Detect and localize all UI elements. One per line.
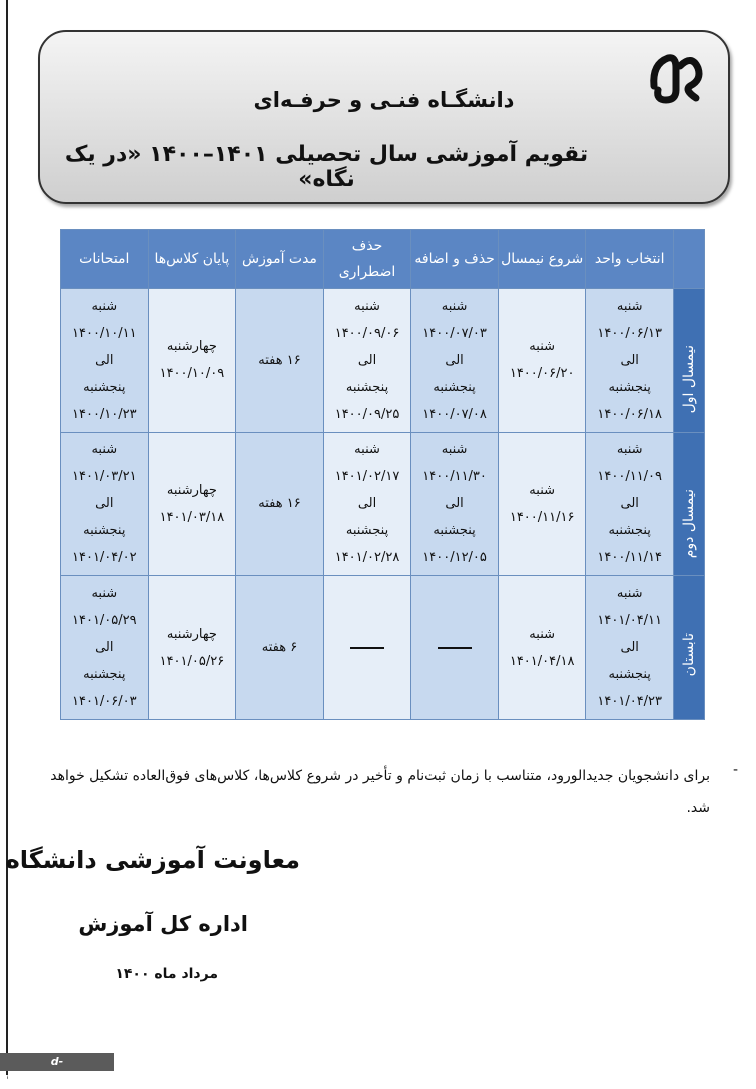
cell-line: شنبه xyxy=(529,339,556,355)
cell-line: الی xyxy=(95,640,114,656)
academic-calendar-table xyxy=(60,229,705,720)
cell-line: ۱۴۰۱/۰۴/۲۳ xyxy=(597,694,663,710)
table-cell xyxy=(148,576,236,720)
cell-line: ۱۴۰۰/۰۹/۰۶ xyxy=(334,325,400,341)
cell-line: شنبه xyxy=(616,298,643,314)
cell-line: ۱۴۰۰/۱۱/۱۴ xyxy=(597,550,663,566)
cell-line: ۱۴۰۱/۰۵/۲۶ xyxy=(159,653,225,669)
cell-line: ۱۴۰۱/۰۴/۱۸ xyxy=(509,653,575,669)
cell-line: شنبه xyxy=(91,442,118,458)
table-cell xyxy=(411,576,499,720)
semester-label xyxy=(674,576,705,720)
table-cell xyxy=(586,432,674,576)
table-cell xyxy=(236,289,324,433)
not-applicable-dash xyxy=(438,647,472,649)
cell-line: چهارشنبه xyxy=(166,626,217,642)
cell-line: ۶ هفته xyxy=(261,640,298,656)
cell-line: پنجشنبه xyxy=(608,379,651,395)
cell-line: پنجشنبه xyxy=(345,379,389,395)
site-watermark: d-khansar.nus.ac.ir xyxy=(0,1053,114,1071)
cell-line: شنبه xyxy=(616,442,643,458)
cell-line: ۱۴۰۰/۱۱/۰۹ xyxy=(597,469,663,485)
column-header: انتخاب واحد xyxy=(586,230,674,289)
cell-line: پنجشنبه xyxy=(433,523,476,539)
cell-line: شنبه xyxy=(529,626,556,642)
table-cell xyxy=(61,432,149,576)
cell-line: ۱۴۰۰/۰۶/۱۸ xyxy=(597,406,663,422)
cell-line: ۱۴۰۰/۱۰/۲۳ xyxy=(72,406,137,422)
university-title: دانشگـاه فنـی و حرفـه‌ای xyxy=(253,88,515,112)
cell-line: ۱۴۰۱/۰۳/۱۸ xyxy=(159,509,225,525)
table-cell xyxy=(61,576,149,720)
header-box xyxy=(38,30,730,204)
table-cell xyxy=(498,576,586,720)
cell-line: ۱۴۰۰/۰۶/۱۳ xyxy=(597,325,663,341)
page-border-line xyxy=(6,0,8,1080)
cell-line: پنجشنبه xyxy=(345,523,389,539)
cell-line: ۱۴۰۱/۰۶/۰۳ xyxy=(72,694,137,710)
cell-line: ۱۴۰۱/۰۴/۱۱ xyxy=(597,613,663,629)
cell-line: شنبه xyxy=(616,586,643,602)
cell-line: ۱۴۰۰/۱۱/۱۶ xyxy=(509,509,575,525)
column-header: پایان کلاس‌ها xyxy=(148,230,236,289)
cell-line: شنبه xyxy=(441,298,468,314)
table-header-row xyxy=(61,230,705,289)
cell-line: ۱۴۰۰/۱۲/۰۵ xyxy=(422,550,487,566)
cell-line: چهارشنبه xyxy=(166,339,217,355)
table-cell xyxy=(323,576,411,720)
office-signature: اداره کل آموزش xyxy=(78,912,248,936)
cell-line: پنجشنبه xyxy=(83,523,126,539)
calendar-subtitle: تقویم آموزشی سال تحصیلی ۱۴۰۱–۱۴۰۰ «در یک نگاه» xyxy=(64,142,589,192)
semester-label-text: نیمسال اول xyxy=(681,345,697,414)
table-cell xyxy=(586,289,674,433)
cell-line: ۱۴۰۱/۰۳/۲۱ xyxy=(72,469,137,485)
table-cell xyxy=(411,289,499,433)
cell-line: چهارشنبه xyxy=(166,482,217,498)
cell-line: الی xyxy=(620,352,639,368)
cell-line: الی xyxy=(357,352,377,368)
cell-line: ۱۴۰۰/۰۷/۰۳ xyxy=(422,325,487,341)
cell-line: ۱۴۰۰/۱۱/۳۰ xyxy=(422,469,487,485)
cell-line: ۱۴۰۱/۰۵/۲۹ xyxy=(72,613,137,629)
table-cell xyxy=(148,432,236,576)
cell-line: ۱۶ هفته xyxy=(258,496,301,512)
table-cell xyxy=(323,432,411,576)
deputy-signature: معاونت آموزشی دانشگاه xyxy=(5,846,300,874)
table-row xyxy=(61,576,705,720)
cell-line: الی xyxy=(445,352,464,368)
table-cell xyxy=(498,289,586,433)
table-cell xyxy=(586,576,674,720)
column-header: حذف اضطراری xyxy=(323,230,411,289)
table-cell xyxy=(498,432,586,576)
semester-label-text: نیمسال دوم xyxy=(681,488,697,559)
cell-line: پنجشنبه xyxy=(608,667,651,683)
cell-line: ۱۴۰۰/۰۷/۰۸ xyxy=(422,406,487,422)
cell-line: الی xyxy=(95,352,114,368)
cell-line: شنبه xyxy=(529,482,556,498)
cell-line: ۱۴۰۱/۰۲/۱۷ xyxy=(334,469,400,485)
table-cell xyxy=(148,289,236,433)
cell-line: پنجشنبه xyxy=(83,667,126,683)
cell-line: پنجشنبه xyxy=(433,379,476,395)
cell-line: الی xyxy=(357,496,377,512)
cell-line: ۱۴۰۰/۱۰/۱۱ xyxy=(72,325,137,341)
cell-line: شنبه xyxy=(354,442,380,458)
semester-label xyxy=(674,289,705,433)
issue-date: مرداد ماه ۱۴۰۰ xyxy=(115,966,218,982)
semester-label-text: تابستان xyxy=(681,632,697,676)
cell-line: ۱۴۰۱/۰۴/۰۲ xyxy=(72,550,137,566)
cell-line: ۱۶ هفته xyxy=(258,352,301,368)
table-cell xyxy=(61,289,149,433)
cell-line: الی xyxy=(445,496,464,512)
table-cell xyxy=(236,432,324,576)
cell-line: شنبه xyxy=(441,442,468,458)
column-header: مدت آموزش xyxy=(236,230,324,289)
table-cell xyxy=(411,432,499,576)
cell-line: پنجشنبه xyxy=(608,523,651,539)
corner-cell xyxy=(674,230,705,289)
cell-line: الی xyxy=(620,640,639,656)
cell-line: ۱۴۰۰/۰۹/۲۵ xyxy=(334,406,400,422)
cell-line: ۱۴۰۰/۰۶/۲۰ xyxy=(509,366,575,382)
table-row xyxy=(61,289,705,433)
table-cell xyxy=(236,576,324,720)
cell-line: الی xyxy=(95,496,114,512)
column-header: حذف و اضافه xyxy=(411,230,499,289)
table-cell xyxy=(323,289,411,433)
column-header: امتحانات xyxy=(61,230,149,289)
not-applicable-dash xyxy=(350,647,384,649)
column-header: شروع نیمسال xyxy=(498,230,586,289)
cell-line: ۱۴۰۱/۰۲/۲۸ xyxy=(334,550,400,566)
cell-line: الی xyxy=(620,496,639,512)
note-bullet: - xyxy=(732,762,738,778)
cell-line: پنجشنبه xyxy=(83,379,126,395)
cell-line: شنبه xyxy=(91,298,118,314)
table-row xyxy=(61,432,705,576)
footnote-text: برای دانشجویان جدیدالورود، متناسب با زمان ثبت‌نام و تأخیر در شروع کلاس‌ها، کلاس‌های فوق‌العاده تشکیل خواهد شد. xyxy=(50,768,710,816)
semester-label xyxy=(674,432,705,576)
cell-line: ۱۴۰۰/۱۰/۰۹ xyxy=(159,366,225,382)
cell-line: شنبه xyxy=(91,586,118,602)
cell-line: شنبه xyxy=(354,298,380,314)
